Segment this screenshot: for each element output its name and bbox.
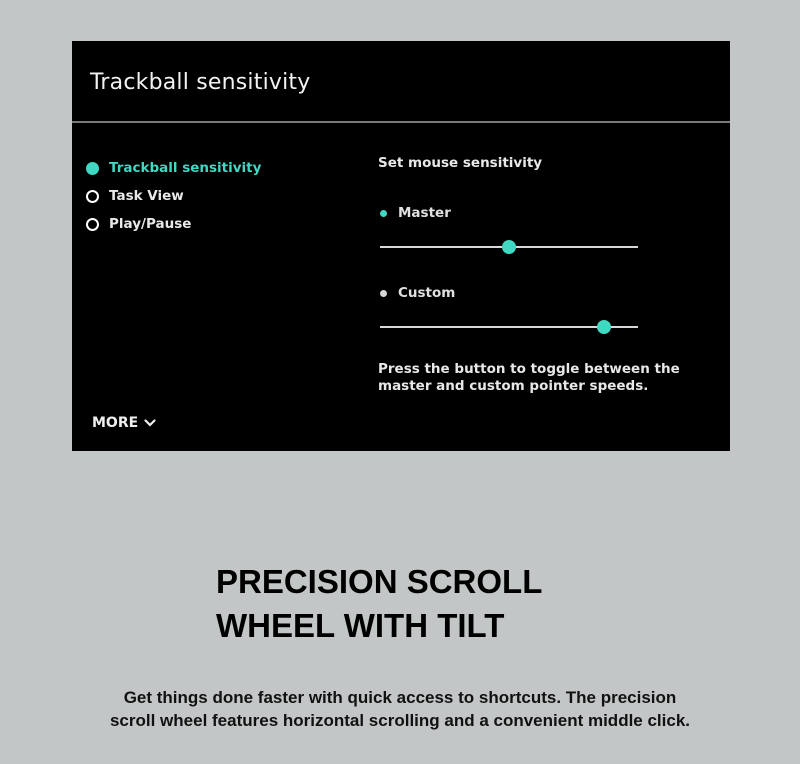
title-divider xyxy=(72,121,730,123)
settings-heading: Set mouse sensitivity xyxy=(378,155,543,171)
custom-slider-thumb[interactable] xyxy=(597,320,611,334)
radio-selected-icon xyxy=(86,162,99,175)
master-option[interactable] xyxy=(380,205,451,221)
toggle-hint xyxy=(378,361,698,395)
settings-panel xyxy=(72,41,730,451)
desc-line: scroll wheel features horizontal scrolling and a convenient middle click. xyxy=(109,711,691,730)
custom-dot-icon xyxy=(380,290,387,297)
master-label: Master xyxy=(398,205,451,221)
headline-line: WHEEL WITH TILT xyxy=(216,607,505,644)
nav-item-play-pause[interactable] xyxy=(86,210,261,238)
master-slider[interactable] xyxy=(380,240,638,254)
more-label: MORE xyxy=(92,415,139,431)
radio-unselected-icon xyxy=(86,190,99,203)
promo-headline xyxy=(216,560,542,648)
nav-item-label: Trackball sensitivity xyxy=(109,160,262,176)
hint-line: Press the button to toggle between the xyxy=(378,361,680,377)
desc-line: Get things done faster with quick access to shortcuts. The precision xyxy=(123,688,677,707)
nav-item-label: Task View xyxy=(109,188,184,204)
custom-option[interactable] xyxy=(380,285,455,301)
nav-item-label: Play/Pause xyxy=(109,216,192,232)
nav-item-task-view[interactable] xyxy=(86,182,261,210)
button-assignment-list xyxy=(86,154,261,238)
hint-line: master and custom pointer speeds. xyxy=(378,378,649,394)
chevron-down-icon xyxy=(144,415,156,431)
nav-item-trackball-sensitivity[interactable] xyxy=(86,154,261,182)
custom-label: Custom xyxy=(398,285,456,301)
promo-description xyxy=(0,686,800,732)
headline-line: PRECISION SCROLL xyxy=(216,563,543,600)
custom-slider[interactable] xyxy=(380,320,638,334)
panel-title: Trackball sensitivity xyxy=(90,70,311,95)
master-dot-icon xyxy=(380,210,387,217)
more-button[interactable] xyxy=(92,415,156,431)
master-slider-thumb[interactable] xyxy=(502,240,516,254)
radio-unselected-icon xyxy=(86,218,99,231)
